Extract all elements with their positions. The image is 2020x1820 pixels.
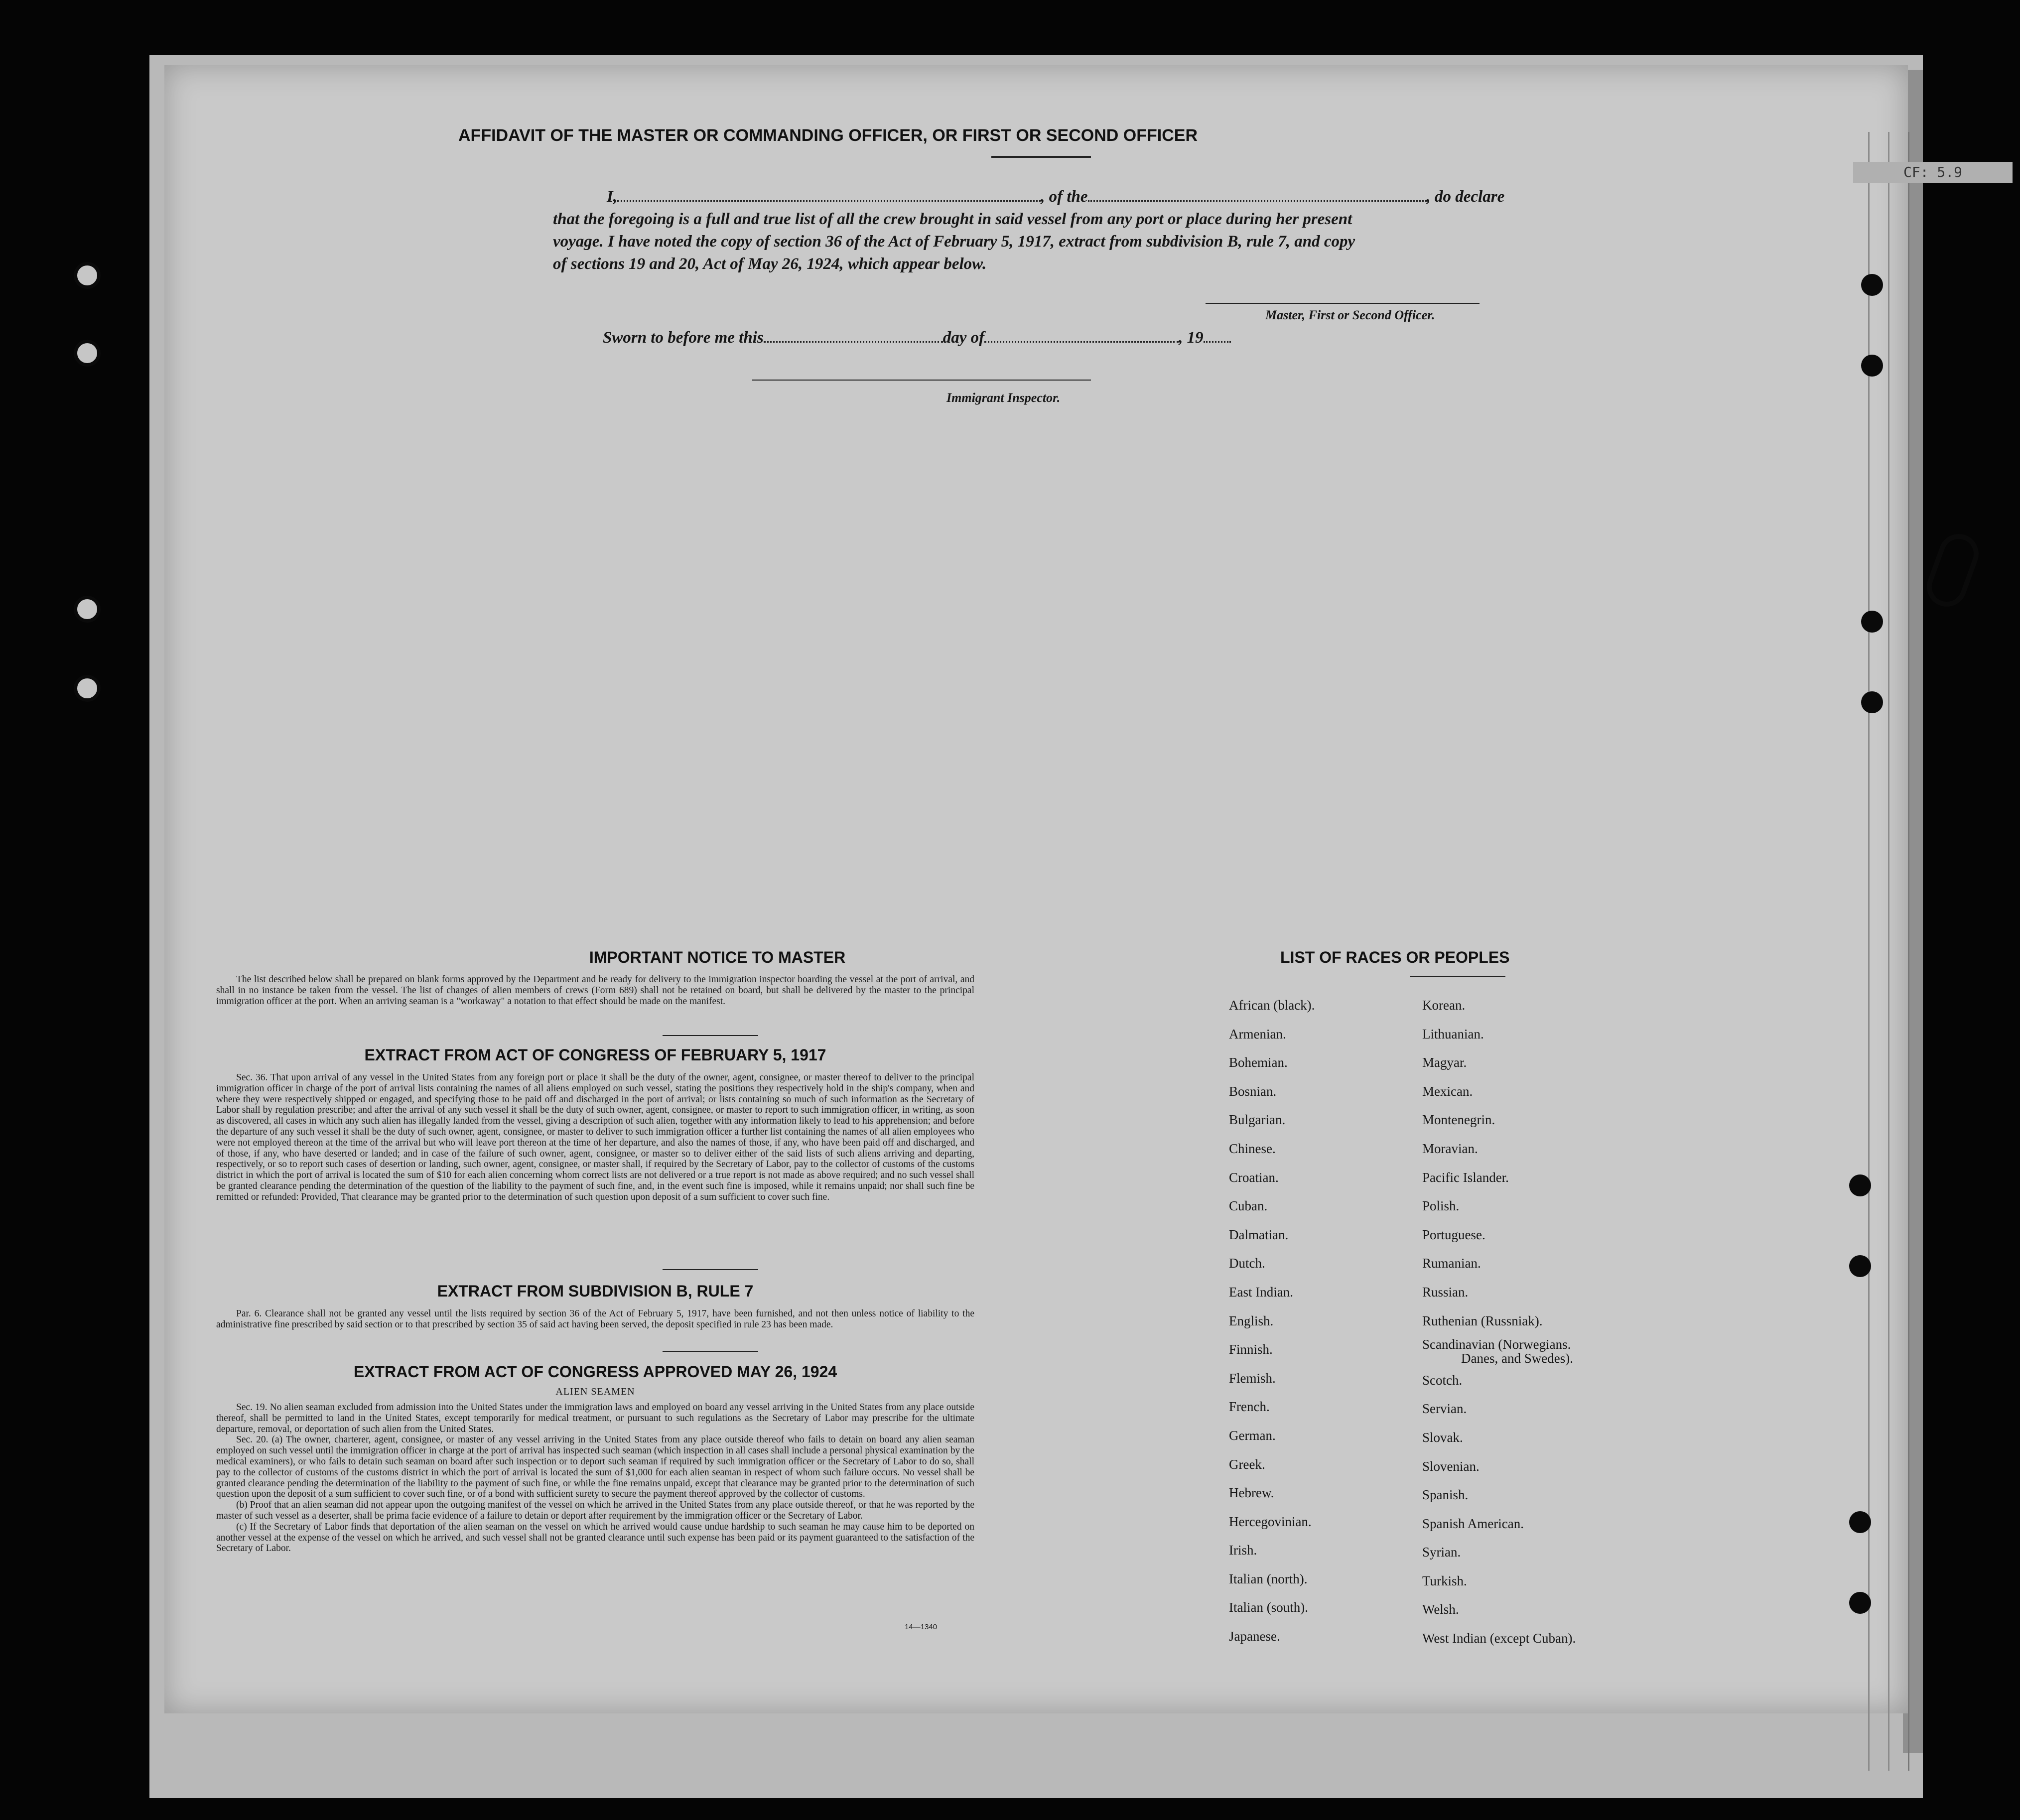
sec20a-text: Sec. 20. (a) The owner, charterer, agent, consignee, or master of any vessel arriving in the United States from any place outside thereof who fails to detain on board any alien seaman employed on such vessel until the immigration officer in charge at the port of arrival has inspected such seaman (which inspection in all cases shall include a personal physical examination by the medical examiners), or who fails to detain such seaman on board after such inspection or to deport such seaman if required by such immigration officer or the Secretary of Labor to do so, shall pay to the collector of customs of the customs district in which the port of arrival is located the sum of $1,000 for each alien seaman in respect of whom such failure occurs. No vessel shall be granted clearance pending the determination of the liability to the payment of such fine, or while the fine remains unpaid, except that clearance may be granted prior to the determination of such question upon the deposit of a sum sufficient to cover such fine, or of a bond with sufficient surety to secure the payment thereof approved by the collector of customs. [216, 1434, 974, 1500]
master-signature-line [1206, 303, 1480, 304]
race-item: Flemish. [1229, 1370, 1276, 1386]
extract-1924-text [216, 1402, 974, 1554]
race-item: Turkish. [1422, 1573, 1467, 1588]
divider [663, 1351, 758, 1352]
punch-hole [1861, 274, 1883, 296]
races-left-column [1229, 991, 1315, 1651]
extract-1924-title: EXTRACT FROM ACT OF CONGRESS APPROVED MAY 26, 1924 [353, 1363, 837, 1381]
races-title-rule [1410, 976, 1505, 977]
race-item: Cuban. [1229, 1198, 1268, 1214]
punch-hole [1861, 611, 1883, 633]
title-rule [991, 156, 1091, 158]
ledger-strip [1908, 132, 1909, 1771]
race-item: Irish. [1229, 1543, 1257, 1558]
affidavit-line-3: of sections 19 and 20, Act of May 26, 1924, which appear below. [553, 255, 987, 273]
notice-title: IMPORTANT NOTICE TO MASTER [589, 948, 846, 966]
race-item: Lithuanian. [1422, 1026, 1484, 1041]
punch-hole [1849, 1511, 1871, 1533]
race-item: Portuguese. [1422, 1227, 1485, 1242]
document-page [164, 65, 1962, 1713]
race-item: Magyar. [1422, 1055, 1467, 1070]
race-item: Ruthenian (Russniak). [1422, 1313, 1543, 1328]
race-item: Scandinavian (Norwegians. Danes, and Swedes). [1422, 1337, 1573, 1366]
races-right-column [1422, 991, 1576, 1653]
divider [663, 1269, 758, 1270]
race-item: Hercegovinian. [1229, 1514, 1312, 1529]
binder-hole [74, 340, 101, 367]
race-item: Bosnian. [1229, 1083, 1277, 1099]
race-item: French. [1229, 1399, 1270, 1415]
race-item: Hebrew. [1229, 1485, 1274, 1501]
notice-text: The list described below shall be prepared on blank forms approved by the Department and be ready for delivery to the immigration inspector boarding the vessel at the port of arrival, and shall in no instance be taken from the vessel. The list of changes of alien members of crews (Form 689) shall not be retained on board, but shall be delivered by the master to the principal immigration officer at the port. When an arriving seaman is a "workaway" a notation to that effect should be made on the manifest. [216, 974, 974, 1007]
race-item: Korean. [1422, 998, 1466, 1013]
extract-1917-title: EXTRACT FROM ACT OF CONGRESS OF FEBRUARY 5, 1917 [364, 1046, 826, 1064]
punch-hole [1849, 1592, 1871, 1614]
race-item: Pacific Islander. [1422, 1170, 1509, 1185]
affidavit-title: AFFIDAVIT OF THE MASTER OR COMMANDING OFFICER, OR FIRST OR SECOND OFFICER [458, 126, 1198, 145]
race-item: Russian. [1422, 1284, 1469, 1300]
binder-hole [74, 262, 101, 289]
punch-hole [1861, 691, 1883, 713]
sec20c-text: (c) If the Secretary of Labor finds that deportation of the alien seaman on the vessel on which he arrived would cause undue hardship to such seaman he may cause him to be deported on another vessel at the expense of the vessel on which he arrived, and such vessel shall not be granted clearance until such expense has been paid or its payment guaranteed to the satisfaction of the Secretary of Labor. [216, 1521, 974, 1554]
race-item: Montenegrin. [1422, 1112, 1495, 1128]
rule7-text: Par. 6. Clearance shall not be granted any vessel until the lists required by section 36 of the Act of February 5, 1917, have been furnished, and not then unless notice of liability to the administrative fine prescribed by said section or to that prescribed by section 35 of said act having been served, the deposit specified in rule 23 has been made. [216, 1308, 974, 1330]
rule7-title: EXTRACT FROM SUBDIVISION B, RULE 7 [437, 1282, 754, 1300]
race-item: Italian (north). [1229, 1571, 1308, 1586]
race-item: Mexican. [1422, 1083, 1473, 1099]
race-item: Syrian. [1422, 1545, 1461, 1560]
race-item: Greek. [1229, 1456, 1265, 1472]
form-number: 14—1340 [905, 1623, 938, 1631]
archive-stamp: CF: 5.9 [1853, 162, 2013, 183]
alien-seamen-subtitle: ALIEN SEAMEN [555, 1386, 635, 1397]
inspector-signature-line [752, 380, 1091, 381]
punch-hole [1849, 1174, 1871, 1196]
races-title: LIST OF RACES OR PEOPLES [1280, 948, 1510, 966]
race-item: Rumanian. [1422, 1256, 1481, 1271]
master-signature-label: Master, First or Second Officer. [1265, 308, 1435, 322]
race-item: Moravian. [1422, 1141, 1478, 1156]
sec19-text: Sec. 19. No alien seaman excluded from admission into the United States under the immigration laws and employed on board any vessel arriving in the United States from any place outside thereof, shall be permitted to land in the United States, except temporarily for medical treatment, or pursuant to such regulations as the Secretary of Labor may prescribe for the ultimate departure, removal, or deportation of such alien from the United States. [216, 1402, 974, 1434]
affidavit-line-i: I, , of the , do declare [607, 188, 1505, 206]
extract-1917-text: Sec. 36. That upon arrival of any vessel in the United States from any foreign port or place it shall be the duty of the owner, agent, consignee, or master thereof to deliver to the principal immigration officer in charge of the port of arrival lists containing the names of all aliens employed on such vessel, stating the positions they respectively hold in the ship's company, when and where they were respectively shipped or engaged, and specifying those to be paid off and discharged in the port of arrival; or lists containing so much of such information as the Secretary of Labor shall by regulation prescribe; and after the arrival of any such vessel it shall be the duty of such owner, agent, consignee, or master to report to such immigration officer, in writing, as soon as discovered, all cases in which any such alien has illegally landed from the vessel, giving a description of such alien, together with any information likely to lead to his apprehension; and before the departure of any such vessel it shall be the duty of such owner, agent, consignee, or master to deliver to such immigration officer a further list containing the names of all alien employees who were not employed thereon at the time of the arrival but who will leave port thereon at the time of her departure, and also the names of those, if any, who have been paid off and discharged, and of those, if any, who have deserted or landed; and in case of the failure of such owner, agent, consignee, or master so to deliver either of the said lists of such aliens arriving and departing, respectively, or so to report such cases of desertion or landing, such owner, agent, consignee, or master shall, if required by the Secretary of Labor, pay to the collector of customs of the customs district in which the port of arrival is located the sum of $10 for each alien concerning whom correct lists are not delivered or a true report is not made as above required; and no such vessel shall be granted clearance pending the determination of the question of the liability to the payment of such fine, and, in the event such fine is imposed, while it remains unpaid; nor shall such fine be remitted or refunded: Provided, That clearance may be granted prior to the determination of such question upon deposit of a sum sufficient to cover such fine. [216, 1072, 974, 1202]
race-item: Japanese. [1229, 1629, 1280, 1644]
ledger-strip [1888, 132, 1889, 1771]
race-item: African (black). [1229, 998, 1315, 1013]
binder-ring [1921, 528, 1984, 612]
race-item: Chinese. [1229, 1141, 1276, 1156]
race-item: Slovak. [1422, 1430, 1463, 1445]
divider [663, 1035, 758, 1036]
binder-hole [74, 675, 101, 702]
race-item: Polish. [1422, 1198, 1460, 1214]
race-item: English. [1229, 1313, 1274, 1328]
race-item: Spanish American. [1422, 1516, 1524, 1531]
sec20b-text: (b) Proof that an alien seaman did not appear upon the outgoing manifest of the vessel on which he arrived in the United States from any place outside thereof, or that he was reported by the master of such vessel as a deserter, shall be prima facie evidence of a failure to detain or deport after requirement by the immigration officer or the Secretary of Labor. [216, 1500, 974, 1521]
binder-hole [74, 596, 101, 623]
sworn-line: Sworn to before me this day of , 19 [603, 329, 1231, 347]
race-item: West Indian (except Cuban). [1422, 1631, 1576, 1646]
race-item: Armenian. [1229, 1026, 1286, 1041]
punch-hole [1849, 1255, 1871, 1277]
punch-hole [1861, 355, 1883, 377]
race-item: Finnish. [1229, 1342, 1273, 1357]
race-item: German. [1229, 1428, 1276, 1443]
inspector-signature-label: Immigrant Inspector. [946, 390, 1061, 405]
race-item: Welsh. [1422, 1602, 1459, 1617]
race-item: East Indian. [1229, 1284, 1293, 1300]
race-item: Servian. [1422, 1401, 1467, 1417]
race-item: Scotch. [1422, 1372, 1463, 1388]
race-item: Italian (south). [1229, 1600, 1308, 1615]
race-item: Dutch. [1229, 1256, 1265, 1271]
race-item: Bohemian. [1229, 1055, 1288, 1070]
race-item: Bulgarian. [1229, 1112, 1286, 1128]
race-item: Croatian. [1229, 1170, 1279, 1185]
race-item: Slovenian. [1422, 1458, 1480, 1474]
race-item: Dalmatian. [1229, 1227, 1289, 1242]
race-item: Spanish. [1422, 1487, 1469, 1503]
affidavit-line-1: that the foregoing is a full and true list of all the crew brought in said vessel from any port or place during her present [553, 210, 1352, 228]
affidavit-line-2: voyage. I have noted the copy of section 36 of the Act of February 5, 1917, extract from subdivision B, rule 7, and copy [553, 233, 1355, 251]
